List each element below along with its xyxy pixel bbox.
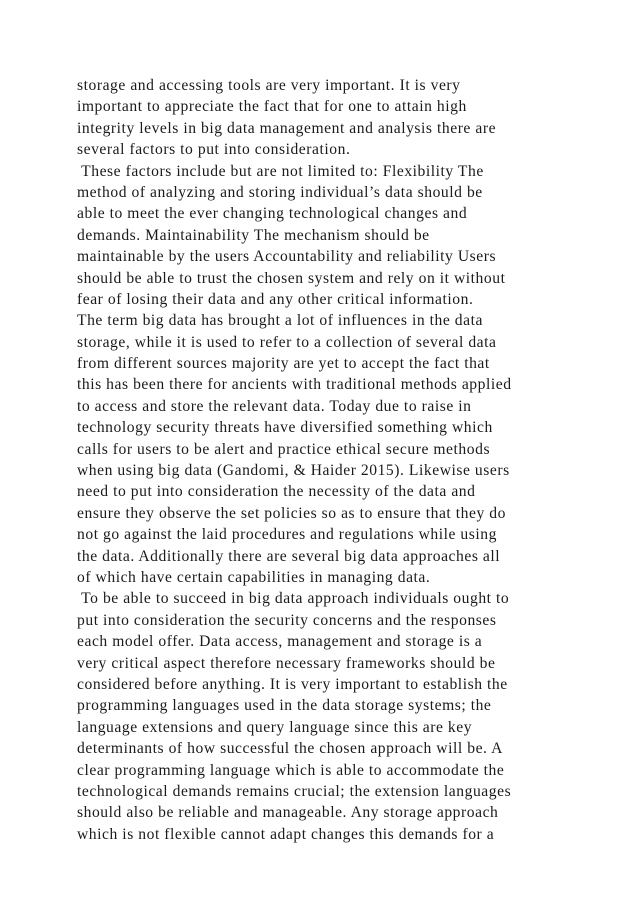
text-line: not go against the laid procedures and regulations while using (77, 526, 497, 544)
text-line: storage, while it is used to refer to a collection of several data (77, 333, 497, 351)
text-line: demands. Maintainability The mechanism should be (77, 226, 430, 244)
text-line: to access and store the relevant data. Today due to raise in (77, 397, 472, 415)
text-line: each model offer. Data access, management and storage is a (77, 633, 483, 651)
text-line: method of analyzing and storing individual’s data should be (77, 183, 483, 201)
text-line: language extensions and query language since this are key (77, 718, 473, 736)
text-line: integrity levels in big data management and analysis there are (77, 119, 497, 137)
text-line: this has been there for ancients with traditional methods applied (77, 376, 512, 394)
text-line: from different sources majority are yet to accept the fact that (77, 355, 490, 373)
text-line: which is not flexible cannot adapt changes this demands for a (77, 825, 495, 843)
text-line: should be able to trust the chosen system and rely on it without (77, 269, 506, 287)
text-line: very critical aspect therefore necessary frameworks should be (77, 654, 496, 672)
text-line: technological demands remains crucial; the extension languages (77, 782, 512, 800)
body-text (77, 75, 597, 845)
text-line: of which have certain capabilities in managing data. (77, 568, 431, 586)
text-line: The term big data has brought a lot of influences in the data (77, 312, 483, 330)
text-line: To be able to succeed in big data approach individuals ought to (77, 590, 510, 608)
text-line: determinants of how successful the chosen approach will be. A (77, 740, 503, 758)
text-line: important to appreciate the fact that for one to attain high (77, 98, 467, 116)
text-line: ensure they observe the set policies so as to ensure that they do (77, 504, 506, 522)
text-line: when using big data (Gandomi, & Haider 2015). Likewise users (77, 462, 510, 480)
text-line: clear programming language which is able to accommodate the (77, 761, 505, 779)
text-line: fear of losing their data and any other critical information. (77, 290, 474, 308)
text-line: put into consideration the security concerns and the responses (77, 611, 497, 629)
text-line: several factors to put into consideration. (77, 141, 351, 159)
text-line: These factors include but are not limited to: Flexibility The (77, 162, 484, 180)
text-line: able to meet the ever changing technological changes and (77, 205, 468, 223)
text-line: need to put into consideration the necessity of the data and (77, 483, 476, 501)
text-line: the data. Additionally there are several big data approaches all (77, 547, 501, 565)
text-line: considered before anything. It is very important to establish the (77, 675, 508, 693)
text-line: programming languages used in the data storage systems; the (77, 697, 492, 715)
text-line: calls for users to be alert and practice ethical secure methods (77, 440, 491, 458)
text-line: technology security threats have diversified something which (77, 419, 493, 437)
text-line: should also be reliable and manageable. Any storage approach (77, 804, 499, 822)
text-line: maintainable by the users Accountability and reliability Users (77, 248, 497, 266)
text-line: storage and accessing tools are very important. It is very (77, 77, 461, 94)
